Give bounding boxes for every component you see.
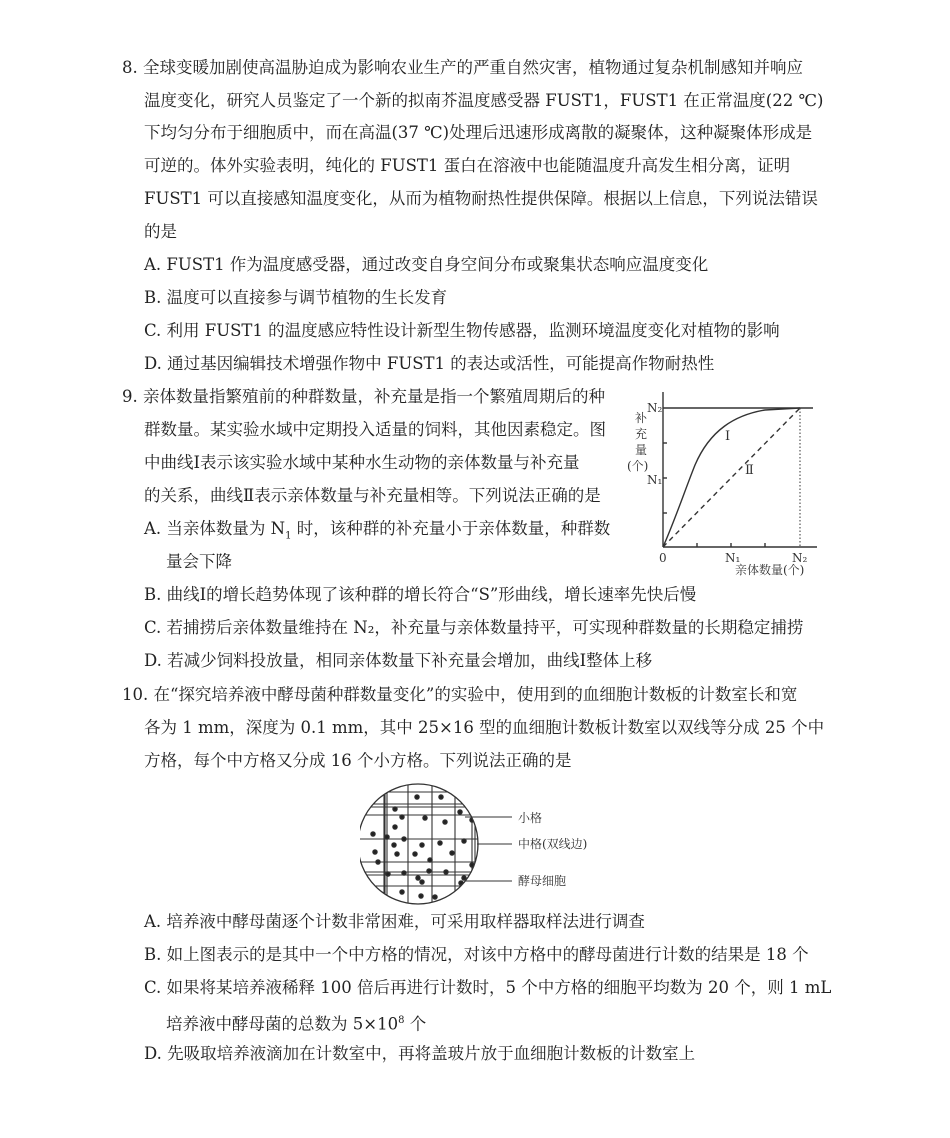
- curve-i-label: Ⅰ: [725, 429, 731, 444]
- q8-line: 可逆的。体外实验表明，纯化的 FUST1 蛋白在溶液中也能随温度升高发生相分离，证明: [144, 156, 791, 175]
- yeast-cell-dot: [427, 869, 431, 873]
- q8-option-d: D. 通过基因编辑技术增强作物中 FUST1 的表达或活性，可能提高作物耐热性: [144, 354, 715, 373]
- q9-line: 的关系，曲线Ⅱ表示亲体数量与补充量相等。下列说法正确的是: [144, 486, 601, 505]
- q9-option-a: A. 当亲体数量为 $N_1$ 时，该种群的补充量小于亲体数量，种群数: [144, 519, 611, 542]
- q9-option-d: D. 若减少饲料投放量，相同亲体数量下补充量会增加，曲线Ⅰ整体上移: [144, 651, 653, 670]
- hemocytometer-diagram: [360, 782, 600, 907]
- yeast-cell-dot: [450, 851, 454, 855]
- y-label: 量: [635, 443, 648, 457]
- y-label: 补: [635, 411, 648, 425]
- yeast-cell-dot: [423, 816, 427, 820]
- yeast-cell-dot: [420, 880, 424, 884]
- y-tick-n2: N₂: [647, 401, 663, 415]
- yeast-cell-dot: [443, 820, 447, 824]
- q9-line: 中曲线Ⅰ表示该实验水域中某种水生动物的亲体数量与补充量: [144, 453, 580, 472]
- yeast-cell-dot: [376, 860, 380, 864]
- q10-line: 10. 在“探究培养液中酵母菌种群数量变化”的实验中，使用到的血细胞计数板的计数室长和宽: [122, 685, 798, 704]
- yeast-cell-dot: [392, 843, 396, 847]
- q8-line: FUST1 可以直接感知温度变化，从而为植物耐热性提供保障。根据以上信息，下列说法错误: [144, 189, 818, 208]
- yeast-cell-dot: [386, 872, 390, 876]
- yeast-cell-dot: [458, 810, 462, 814]
- yeast-cell-dot: [416, 876, 420, 880]
- yeast-cell-dot: [428, 858, 432, 862]
- q8-line: 8. 全球变暖加剧使高温胁迫成为影响农业生产的严重自然灾害，植物通过复杂机制感知并响应: [122, 58, 803, 77]
- q10-line: 各为 1 mm，深度为 0.1 mm，其中 25×16 型的血细胞计数板计数室以双线等分成 25 个中: [144, 718, 825, 737]
- label-medium-square: 中格(双线边): [518, 837, 588, 851]
- q9-line: 群数量。某实验水域中定期投入适量的饲料，其他因素稳定。图: [144, 420, 606, 439]
- yeast-cell-dot: [439, 795, 443, 799]
- q10-option-b: B. 如上图表示的是其中一个中方格的情况，对该中方格中的酵母菌进行计数的结果是 18 个: [144, 945, 809, 964]
- x-label: 亲体数量(个): [735, 563, 805, 577]
- yeast-cell-dot: [385, 835, 389, 839]
- q8-line: 下均匀分布于细胞质中，而在高温(37 ℃)处理后迅速形成离散的凝聚体，这种凝聚体形成是: [144, 123, 813, 142]
- q8-line: 温度变化，研究人员鉴定了一个新的拟南芥温度感受器 FUST1，FUST1 在正常温度(22 ℃): [144, 91, 824, 110]
- origin-label: 0: [659, 551, 667, 565]
- yeast-cell-dot: [433, 895, 437, 899]
- q10-line: 方格，每个中方格又分成 16 个小方格。下列说法正确的是: [144, 751, 572, 770]
- yeast-cell-dot: [402, 871, 406, 875]
- yeast-cell-dot: [420, 843, 424, 847]
- yeast-cell-dot: [402, 837, 406, 841]
- q9-option-c: C. 若捕捞后亲体数量维持在 N₂，补充量与亲体数量持平，可实现种群数量的长期稳定捕捞: [144, 618, 804, 637]
- yeast-cell-dot: [400, 815, 404, 819]
- y-label: 充: [635, 427, 648, 441]
- q8-option-a: A. FUST1 作为温度感受器，通过改变自身空间分布或聚集状态响应温度变化: [144, 255, 709, 274]
- q8-option-c: C. 利用 FUST1 的温度感应特性设计新型生物传感器，监测环境温度变化对植物的影响: [144, 321, 780, 340]
- yeast-cell-dot: [371, 832, 375, 836]
- yeast-cell-dot: [419, 894, 423, 898]
- yeast-cell-dot: [400, 890, 404, 894]
- q8-line: 的是: [144, 222, 177, 241]
- q10-option-d: D. 先吸取培养液滴加在计数室中，再将盖玻片放于血细胞计数板的计数室上: [144, 1044, 696, 1063]
- yeast-cell-dot: [415, 795, 419, 799]
- q8-option-b: B. 温度可以直接参与调节植物的生长发育: [144, 288, 448, 307]
- curve-ii-label: Ⅱ: [745, 463, 754, 478]
- label-yeast-cell: 酵母细胞: [518, 874, 567, 888]
- y-tick-n1: N₁: [647, 473, 663, 487]
- yeast-cell-dot: [413, 852, 417, 856]
- yeast-cell-dot: [444, 870, 448, 874]
- yeast-cell-dot: [438, 841, 442, 845]
- q10-option-a: A. 培养液中酵母菌逐个计数非常困难，可采用取样器取样法进行调查: [144, 912, 645, 931]
- q9-option-a-cont: 量会下降: [166, 552, 232, 571]
- yeast-cell-dot: [393, 825, 397, 829]
- yeast-cell-dot: [462, 839, 466, 843]
- yeast-cell-dot: [468, 883, 472, 887]
- curve-ii: [663, 408, 800, 547]
- x-tick-n1: N₁: [725, 551, 741, 565]
- yeast-cell-dot: [395, 852, 399, 856]
- q9-line: 9. 亲体数量指繁殖前的种群数量，补充量是指一个繁殖周期后的种: [122, 387, 605, 406]
- yeast-cell-dot: [393, 807, 397, 811]
- x-tick-n2: N₂: [792, 551, 808, 565]
- q10-option-c-cont: 培养液中酵母菌的总数为 $5\times 10^8$ 个: [166, 1014, 427, 1034]
- recruitment-graph: [625, 390, 825, 580]
- q10-option-c: C. 如果将某培养液稀释 100 倍后再进行计数时，5 个中方格的细胞平均数为 20 个，则 1 mL: [144, 978, 832, 997]
- label-small-square: 小格: [518, 811, 543, 825]
- q9-option-b: B. 曲线Ⅰ的增长趋势体现了该种群的增长符合“S”形曲线，增长速率先快后慢: [144, 585, 697, 604]
- y-label: (个): [627, 459, 649, 473]
- yeast-cell-dot: [373, 850, 377, 854]
